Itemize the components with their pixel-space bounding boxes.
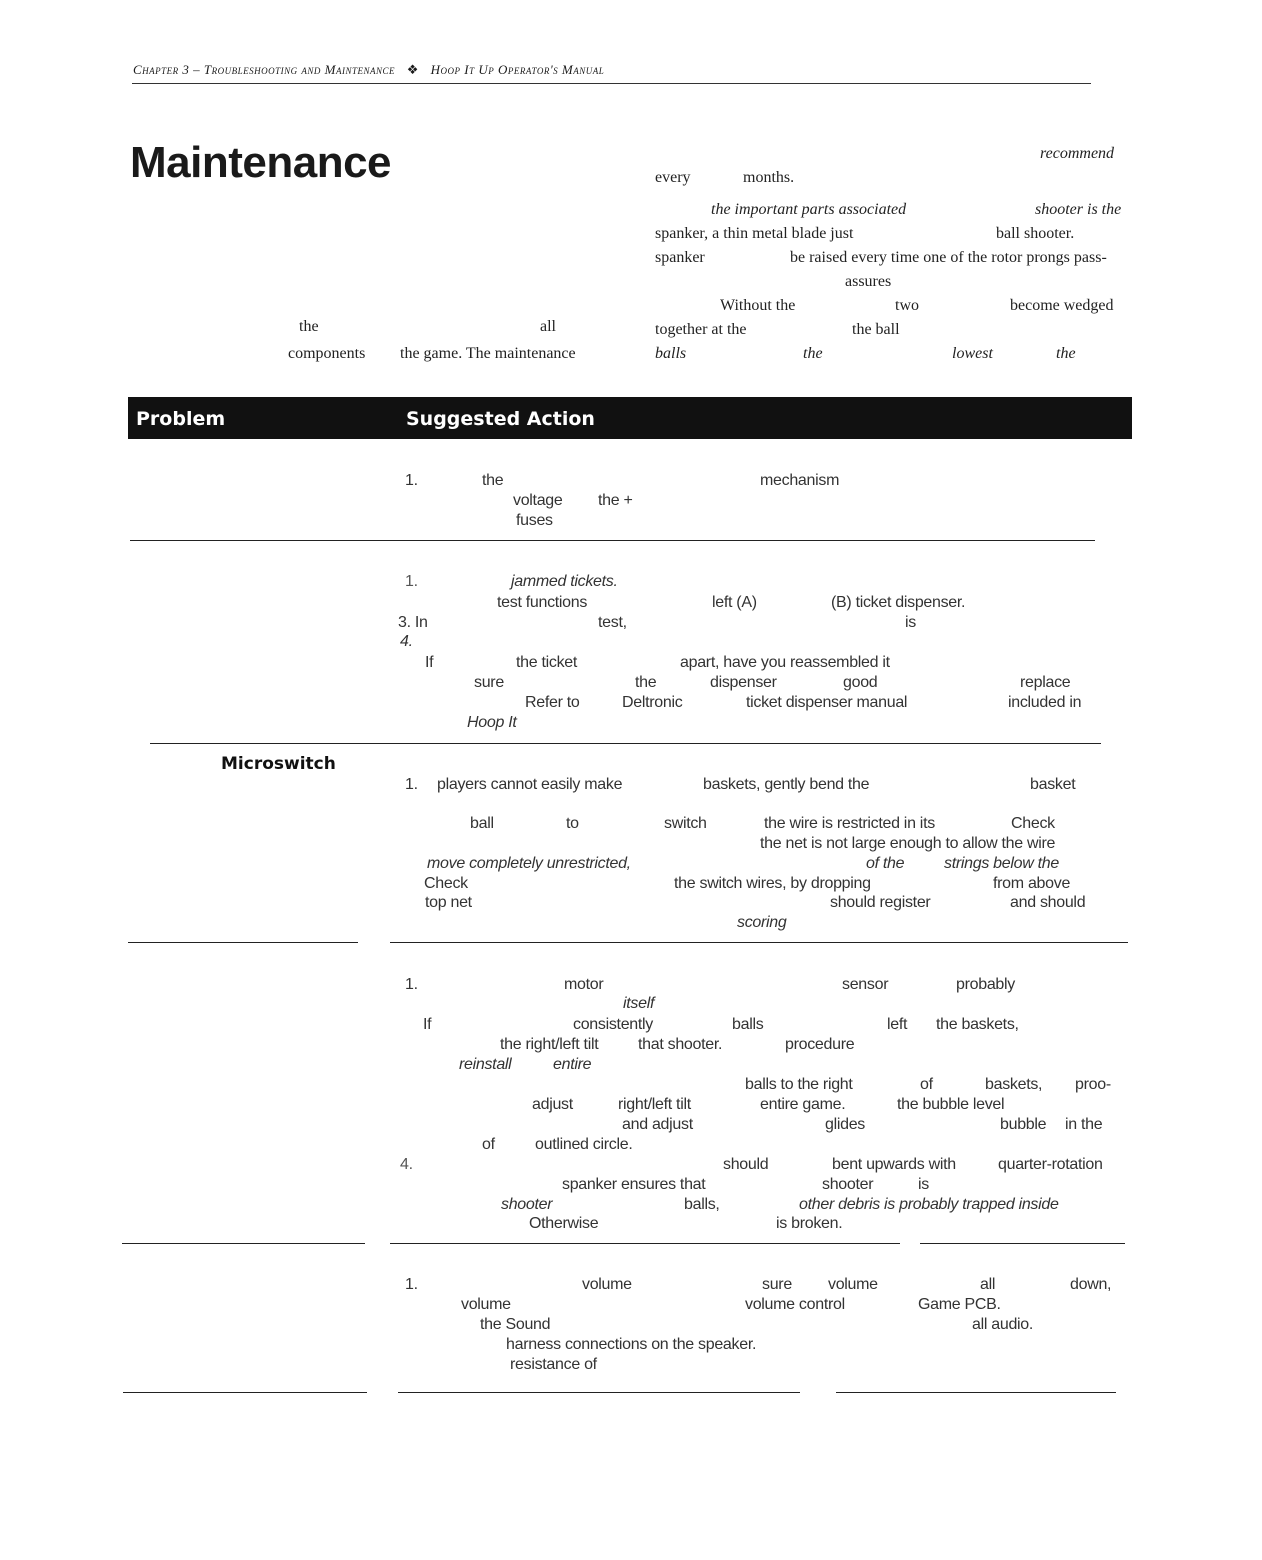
- action-text: apart, have you reassembled it: [680, 654, 890, 671]
- action-text: that shooter.: [638, 1036, 723, 1053]
- action-text: sure: [762, 1276, 792, 1293]
- action-text: basket: [1030, 776, 1076, 793]
- action-text: the +: [598, 492, 633, 509]
- action-text: the switch wires, by dropping: [674, 875, 871, 892]
- action-text: 1.: [405, 976, 418, 993]
- intro-fragment: the game. The maintenance: [400, 345, 576, 362]
- intro-fragment: recommend: [1040, 145, 1115, 162]
- intro-fragment: ball shooter.: [996, 225, 1075, 242]
- intro-fragment: the important parts associated: [711, 201, 907, 218]
- row-divider: [123, 1392, 367, 1393]
- intro-fragment: months.: [743, 169, 795, 186]
- intro-fragment: balls: [655, 345, 687, 362]
- action-text: of the: [866, 855, 905, 872]
- action-text: switch: [664, 815, 707, 832]
- action-text: Game PCB.: [918, 1296, 1001, 1313]
- running-header: [133, 62, 604, 78]
- action-text: bubble: [1000, 1116, 1047, 1133]
- action-text: the right/left tilt: [500, 1036, 599, 1053]
- action-text: from above: [993, 875, 1071, 892]
- intro-fragment: the ball: [852, 321, 900, 338]
- action-text: the: [482, 472, 504, 489]
- action-text: 4.: [400, 1156, 413, 1173]
- action-text: of: [920, 1076, 933, 1093]
- action-text: mechanism: [760, 472, 840, 489]
- intro-fragment: spanker, a thin metal blade just: [655, 225, 854, 242]
- running-header-manual: Hoop It Up Operator's Manual: [430, 62, 605, 77]
- action-text: balls: [732, 1016, 764, 1033]
- action-text: included in: [1008, 694, 1082, 711]
- row-divider: [920, 1243, 1125, 1244]
- action-text: should register: [830, 894, 931, 911]
- action-text: 1.: [405, 776, 418, 793]
- action-text: Hoop It: [467, 714, 517, 731]
- action-text: 1.: [405, 472, 418, 489]
- column-header-action: Suggested Action: [406, 408, 595, 430]
- action-text: 4.: [400, 633, 413, 650]
- action-text: good: [843, 674, 878, 691]
- action-text: in the: [1065, 1116, 1103, 1133]
- action-text: volume: [828, 1276, 878, 1293]
- action-text: volume control: [745, 1296, 845, 1313]
- action-text: balls,: [684, 1196, 720, 1213]
- action-text: proo-: [1075, 1076, 1111, 1093]
- action-text: top net: [425, 894, 472, 911]
- action-text: Deltronic: [622, 694, 683, 711]
- action-text: and adjust: [622, 1116, 693, 1133]
- action-text: Check: [1011, 815, 1055, 832]
- action-text: resistance of: [510, 1356, 597, 1373]
- intro-fragment: components: [288, 345, 366, 362]
- action-text: down,: [1070, 1276, 1112, 1293]
- action-text: move completely unrestricted,: [427, 855, 631, 872]
- row-divider: [150, 743, 1101, 744]
- intro-fragment: two: [895, 297, 919, 314]
- action-text: procedure: [785, 1036, 855, 1053]
- action-text: reinstall: [459, 1056, 512, 1073]
- row-divider: [122, 1243, 365, 1244]
- action-text: all: [980, 1276, 996, 1293]
- action-text: itself: [623, 995, 655, 1012]
- row-divider: [390, 1243, 900, 1244]
- action-text: shooter: [501, 1196, 553, 1213]
- column-header-problem: Problem: [136, 408, 226, 430]
- action-text: right/left tilt: [618, 1096, 691, 1113]
- action-text: scoring: [737, 914, 787, 931]
- action-text: other debris is probably trapped inside: [799, 1196, 1059, 1213]
- row-divider: [128, 942, 358, 943]
- row-divider: [398, 1392, 800, 1393]
- action-text: sensor: [842, 976, 889, 993]
- action-text: Refer to: [525, 694, 580, 711]
- action-text: baskets, gently bend the: [703, 776, 870, 793]
- intro-fragment: shooter is the: [1035, 201, 1122, 218]
- intro-fragment: become wedged: [1010, 297, 1114, 314]
- table-header: [128, 397, 1132, 439]
- header-rule: [132, 83, 1091, 84]
- action-text: bent upwards with: [832, 1156, 956, 1173]
- action-text: is: [918, 1176, 929, 1193]
- action-text: the bubble level: [897, 1096, 1005, 1113]
- action-text: fuses: [516, 512, 553, 529]
- action-text: left: [887, 1016, 908, 1033]
- action-text: test,: [598, 614, 627, 631]
- intro-fragment: the: [803, 345, 823, 362]
- action-text: balls to the right: [745, 1076, 853, 1093]
- action-text: adjust: [532, 1096, 573, 1113]
- action-text: 1.: [405, 573, 418, 590]
- intro-fragment: all: [540, 318, 556, 335]
- action-text: volume: [461, 1296, 511, 1313]
- action-text: dispenser: [710, 674, 777, 691]
- action-text: the wire is restricted in its: [764, 815, 935, 832]
- action-text: the ticket: [516, 654, 578, 671]
- action-text: players cannot easily make: [437, 776, 623, 793]
- intro-fragment: assures: [845, 273, 892, 290]
- action-text: sure: [474, 674, 504, 691]
- action-text: Check: [424, 875, 468, 892]
- action-text: 1.: [405, 1276, 418, 1293]
- action-text: spanker ensures that: [562, 1176, 706, 1193]
- action-text: shooter: [822, 1176, 874, 1193]
- row-divider: [390, 942, 1128, 943]
- intro-fragment: the: [1056, 345, 1076, 362]
- intro-fragment: Without the: [720, 297, 796, 314]
- action-text: is broken.: [776, 1215, 843, 1232]
- action-text: of: [482, 1136, 495, 1153]
- action-text: to: [566, 815, 579, 832]
- intro-fragment: be raised every time one of the rotor prongs pass-: [790, 249, 1107, 266]
- action-text: the: [635, 674, 657, 691]
- section-title: Maintenance: [130, 138, 392, 187]
- action-text: is: [905, 614, 916, 631]
- action-text: baskets,: [985, 1076, 1043, 1093]
- action-text: probably: [956, 976, 1015, 993]
- action-text: ticket dispenser manual: [746, 694, 908, 711]
- action-text: voltage: [513, 492, 563, 509]
- problem-label: Microswitch: [221, 754, 336, 774]
- action-text: should: [723, 1156, 769, 1173]
- action-text: outlined circle.: [535, 1136, 633, 1153]
- action-text: the Sound: [480, 1316, 551, 1333]
- running-header-chapter: Chapter 3 – Troubleshooting and Maintenance: [133, 62, 395, 77]
- action-text: consistently: [573, 1016, 653, 1033]
- action-text: 3. In: [398, 614, 428, 631]
- row-divider: [836, 1392, 1116, 1393]
- action-text: test functions: [497, 594, 588, 611]
- action-text: quarter-rotation: [998, 1156, 1103, 1173]
- action-text: harness connections on the speaker.: [506, 1336, 757, 1353]
- row-divider: [130, 540, 1095, 541]
- intro-fragment: lowest: [952, 345, 993, 362]
- action-text: all audio.: [972, 1316, 1034, 1333]
- intro-fragment: spanker: [655, 249, 705, 266]
- action-text: strings below the: [944, 855, 1059, 872]
- action-text: entire game.: [760, 1096, 846, 1113]
- action-text: and should: [1010, 894, 1086, 911]
- action-text: Otherwise: [529, 1215, 599, 1232]
- intro-fragment: together at the: [655, 321, 747, 338]
- action-text: glides: [825, 1116, 866, 1133]
- action-text: (B) ticket dispenser.: [831, 594, 966, 611]
- action-text: volume: [582, 1276, 632, 1293]
- action-text: If: [423, 1016, 432, 1033]
- action-text: motor: [564, 976, 604, 993]
- action-text: jammed tickets.: [511, 573, 618, 590]
- action-text: the baskets,: [936, 1016, 1019, 1033]
- action-text: If: [425, 654, 434, 671]
- action-text: entire: [553, 1056, 592, 1073]
- action-text: ball: [470, 815, 494, 832]
- action-text: replace: [1020, 674, 1071, 691]
- intro-fragment: the: [299, 318, 319, 335]
- action-text: the net is not large enough to allow the wire: [760, 835, 1056, 852]
- action-text: left (A): [712, 594, 757, 611]
- fleuron-icon: ❖: [406, 62, 419, 77]
- intro-fragment: every: [655, 169, 691, 186]
